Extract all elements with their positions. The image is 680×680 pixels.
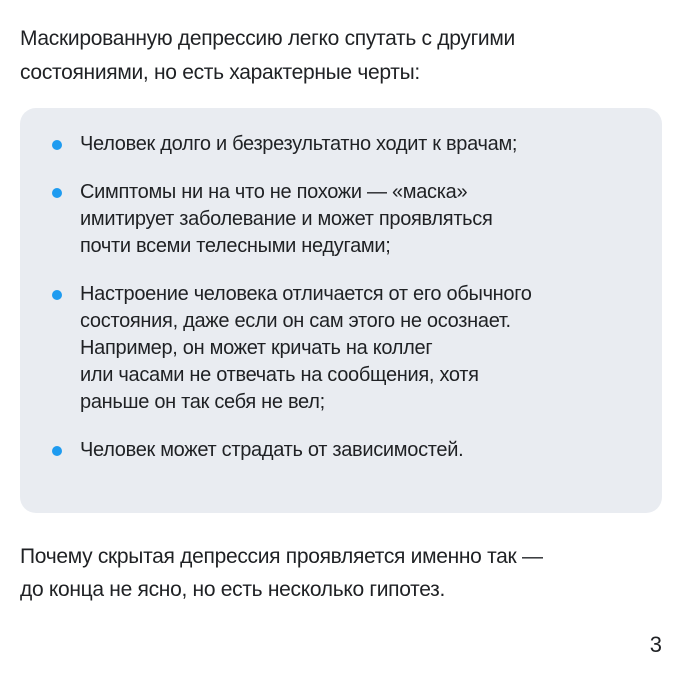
intro-line: состояниями, но есть характерные черты:: [20, 61, 420, 84]
outro-line: Почему скрытая депрессия проявляется именно так —: [20, 545, 543, 568]
bullet-dot-icon: [52, 140, 62, 150]
list-item: [20, 437, 662, 464]
list-item-line: почти всеми телесными недугами;: [80, 235, 391, 257]
page-number: 3: [649, 632, 662, 657]
list-item-line: Например, он может кричать на коллег: [80, 337, 433, 359]
list-item: [20, 131, 662, 158]
intro-paragraph: [20, 22, 660, 90]
list-item-line: имитирует заболевание и может проявляться: [80, 208, 493, 230]
list-item-line: состояния, даже если он сам этого не осознает.: [80, 310, 511, 332]
list-item-line: Человек может страдать от зависимостей.: [80, 439, 464, 461]
list-item-line: Человек долго и безрезультатно ходит к врачам;: [80, 133, 518, 155]
list-item-line: или часами не отвечать на сообщения, хотя: [80, 364, 479, 386]
list-item: [20, 281, 662, 416]
intro-line: Маскированную депрессию легко спутать с другими: [20, 27, 515, 50]
outro-paragraph: [20, 540, 660, 606]
symptoms-card: [20, 108, 662, 513]
bullet-dot-icon: [52, 290, 62, 300]
symptoms-list: [20, 131, 662, 464]
list-item: [20, 179, 662, 260]
bullet-dot-icon: [52, 188, 62, 198]
outro-line: до конца не ясно, но есть несколько гипотез.: [20, 578, 446, 601]
bullet-dot-icon: [52, 446, 62, 456]
list-item-line: Настроение человека отличается от его обычного: [80, 283, 532, 305]
list-item-line: Симптомы ни на что не похожи — «маска»: [80, 181, 468, 203]
list-item-line: раньше он так себя не вел;: [80, 391, 325, 413]
